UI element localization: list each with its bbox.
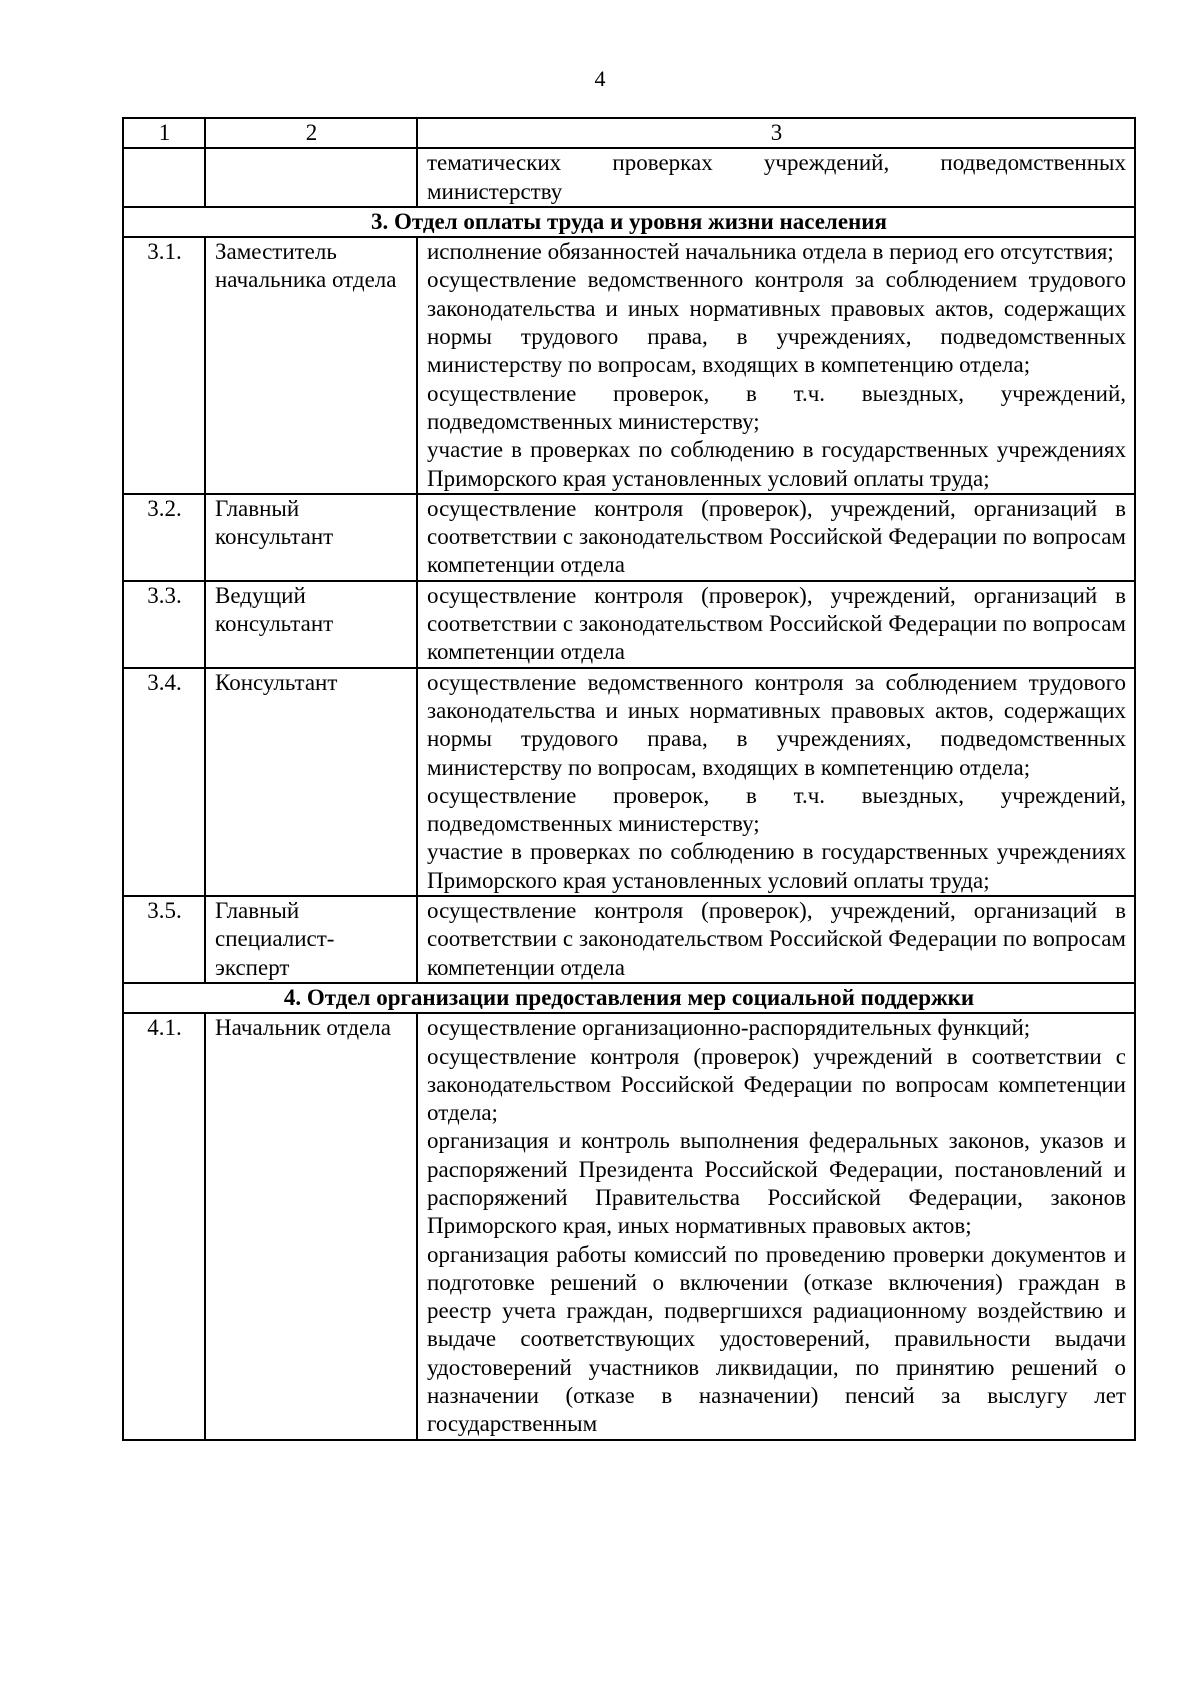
row-number: 3.3.: [123, 581, 205, 668]
row-number: 3.5.: [123, 896, 205, 983]
page-number: 4: [594, 66, 606, 91]
row-number: 3.2.: [123, 494, 205, 581]
table-row: [123, 494, 1135, 581]
duty-paragraph: осуществление ведомственного контроля за соблюдением трудового законодательства и иных нормативных правовых актов, содержащих нормы трудового права, в учреждениях, подведомственных министерству по вопросам, входящих в компетенцию отдела;: [427, 669, 1126, 780]
row-position: [205, 148, 417, 207]
duty-paragraph: организация работы комиссий по проведению проверки документов и подготовке решений о включении (отказе включения) граждан в реестр учета граждан, подвергшихся радиационному воздействию и выдаче соответствующих удостоверений, правильности выдачи удостоверений участников ликвидации, по принятию решений о назначении (отказе в назначении) пенсий за выслугу лет государственным: [427, 1241, 1126, 1437]
duty-paragraph: организация и контроль выполнения федеральных законов, указов и распоряжений Президента Российской Федерации, постановлений и распоряжений Правительства Российской Федерации, законов Приморского края, иных нормативных правовых актов;: [427, 1128, 1126, 1239]
table-row: [123, 237, 1135, 494]
row-position: Главный специалист-эксперт: [205, 896, 417, 983]
row-number: 3.4.: [123, 668, 205, 896]
section-title: 4. Отдел организации предоставления мер социальной поддержки: [123, 983, 1135, 1013]
row-duties: [417, 148, 1135, 207]
header-col-3: 3: [417, 118, 1135, 148]
row-duties: [417, 668, 1135, 896]
row-number: 3.1.: [123, 237, 205, 494]
row-duties: [417, 494, 1135, 581]
row-number: 4.1.: [123, 1013, 205, 1439]
row-position: Начальник отдела: [205, 1013, 417, 1439]
row-position: Главный консультант: [205, 494, 417, 581]
duties-table: [122, 117, 1136, 1441]
row-duties: [417, 237, 1135, 494]
duty-paragraph: осуществление проверок, в т.ч. выездных, учреждений, подведомственных министерству;: [427, 380, 1126, 434]
table-row: [123, 896, 1135, 983]
duty-paragraph: осуществление проверок, в т.ч. выездных, учреждений, подведомственных министерству;: [427, 782, 1126, 837]
row-position: Заместитель начальника отдела: [205, 237, 417, 494]
duty-paragraph: осуществление контроля (проверок), учреждений, организаций в соответствии с законодательством Российской Федерации по вопросам компетенции отдела: [427, 582, 1126, 665]
header-col-2: 2: [205, 118, 417, 148]
duty-paragraph: осуществление контроля (проверок) учреждений в соответствии с законодательством Российской Федерации по вопросам компетенции отдела;: [427, 1043, 1126, 1126]
section-title: 3. Отдел оплаты труда и уровня жизни населения: [123, 207, 1135, 237]
table-row: [123, 1013, 1135, 1439]
duty-paragraph: исполнение обязанностей начальника отдела в период его отсутствия;: [427, 239, 1114, 265]
duty-paragraph: осуществление контроля (проверок), учреждений, организаций в соответствии с законодательством Российской Федерации по вопросам компетенции отдела: [427, 495, 1126, 578]
row-position: Ведущий консультант: [205, 581, 417, 668]
section-heading-row: [123, 207, 1135, 237]
row-duties: [417, 1013, 1135, 1439]
table-row: [123, 668, 1135, 896]
row-duties: [417, 896, 1135, 983]
table-row: [123, 581, 1135, 668]
row-duties: [417, 581, 1135, 668]
table-header-row: [123, 118, 1135, 148]
duty-paragraph: тематических проверках учреждений, подведомственных министерству: [427, 150, 1126, 204]
duty-paragraph: осуществление организационно-распорядительных функций;: [427, 1015, 1031, 1041]
table-row: [123, 148, 1135, 207]
duty-paragraph: участие в проверках по соблюдению в государственных учреждениях Приморского края установленных условий оплаты труда;: [427, 839, 1126, 893]
duty-paragraph: осуществление контроля (проверок), учреждений, организаций в соответствии с законодательством Российской Федерации по вопросам компетенции отдела: [427, 898, 1126, 980]
row-number: [123, 148, 205, 207]
row-position: Консультант: [205, 668, 417, 896]
section-heading-row: [123, 983, 1135, 1013]
duty-paragraph: участие в проверках по соблюдению в государственных учреждениях Приморского края установленных условий оплаты труда;: [427, 437, 1126, 491]
header-col-1: 1: [123, 118, 205, 148]
duty-paragraph: осуществление ведомственного контроля за соблюдением трудового законодательства и иных нормативных правовых актов, содержащих нормы трудового права, в учреждениях, подведомственных министерству по вопросам, входящих в компетенцию отдела;: [427, 267, 1126, 378]
